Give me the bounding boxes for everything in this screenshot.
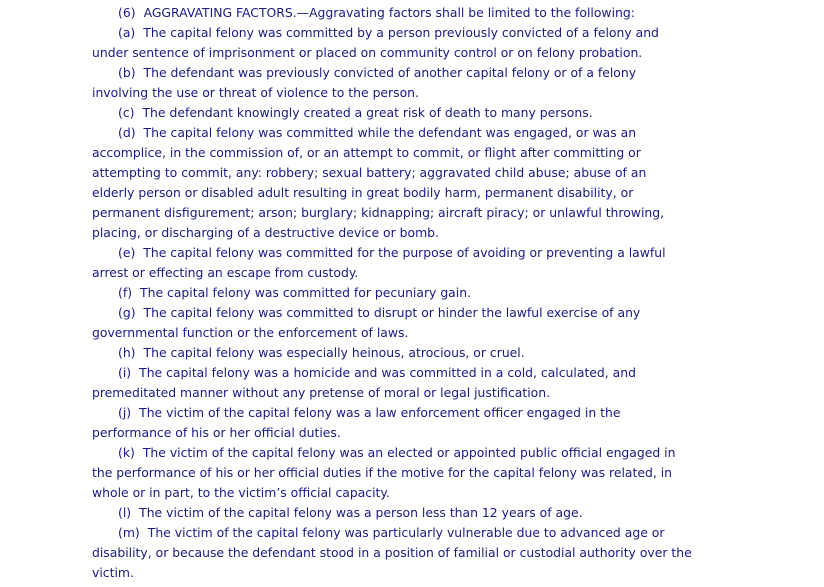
factor-text: The capital felony was committed to disrupt or hinder the lawful exercise of any governmental function or the enforcement of laws. [92,305,641,340]
factor-k [92,443,692,503]
factor-c [92,103,692,123]
factor-label: (j) [118,405,132,420]
factor-h [92,343,692,363]
factor-label: (d) [118,125,136,140]
factor-text: The capital felony was committed while the defendant was engaged, or was an accomplice, in the commission of, or an attempt to commit, or flight after committing or attempting to commit, any: robbery; sexual battery; aggravated child abuse; abuse of an elderly person or disabled adult resulting in great bodily harm, permanent disability, or permanent disfigurement; arson; burglary; kidnapping; aircraft piracy; or unlawful throwing, placing, or discharging of a destructive device or bomb. [92,125,665,240]
factor-i [92,363,692,403]
factor-e [92,243,692,283]
factor-text: The defendant knowingly created a great risk of death to many persons. [142,105,593,120]
factor-label: (f) [118,285,133,300]
section-heading-paragraph [92,3,692,23]
factor-label: (l) [118,505,132,520]
factor-text: The victim of the capital felony was particularly vulnerable due to advanced age or disability, or because the defendant stood in a position of familial or custodial authority over the victim. [92,525,692,580]
factor-g [92,303,692,343]
factor-d [92,123,692,243]
factor-label: (m) [118,525,140,540]
factor-text: The defendant was previously convicted of another capital felony or of a felony involving the use or threat of violence to the person. [92,65,637,100]
factor-a [92,23,692,63]
section-heading: AGGRAVATING FACTORS.—Aggravating factors shall be limited to the following: [143,5,635,20]
factor-label: (i) [118,365,132,380]
section-number: (6) [118,5,136,20]
factor-label: (k) [118,445,135,460]
factor-text: The capital felony was committed by a person previously convicted of a felony and under sentence of imprisonment or placed on community control or on felony probation. [92,25,659,60]
factor-f [92,283,692,303]
factor-label: (a) [118,25,136,40]
factor-m [92,523,692,583]
factor-label: (h) [118,345,136,360]
factor-label: (b) [118,65,136,80]
factor-b [92,63,692,103]
factor-j [92,403,692,443]
factor-text: The capital felony was committed for pecuniary gain. [140,285,472,300]
factor-text: The capital felony was committed for the purpose of avoiding or preventing a lawful arrest or effecting an escape from custody. [92,245,666,280]
factor-text: The victim of the capital felony was a person less than 12 years of age. [139,505,583,520]
statute-text [92,3,692,583]
factor-label: (c) [118,105,135,120]
factor-label: (g) [118,305,136,320]
factor-l [92,503,692,523]
factor-label: (e) [118,245,136,260]
factor-text: The victim of the capital felony was an elected or appointed public official engaged in the performance of his or her official duties if the motive for the capital felony was related, in whole or in part, to the victim’s official capacity. [92,445,676,500]
factor-text: The victim of the capital felony was a law enforcement officer engaged in the performance of his or her official duties. [92,405,621,440]
factor-text: The capital felony was especially heinous, atrocious, or cruel. [143,345,525,360]
factor-text: The capital felony was a homicide and was committed in a cold, calculated, and premeditated manner without any pretense of moral or legal justification. [92,365,636,400]
